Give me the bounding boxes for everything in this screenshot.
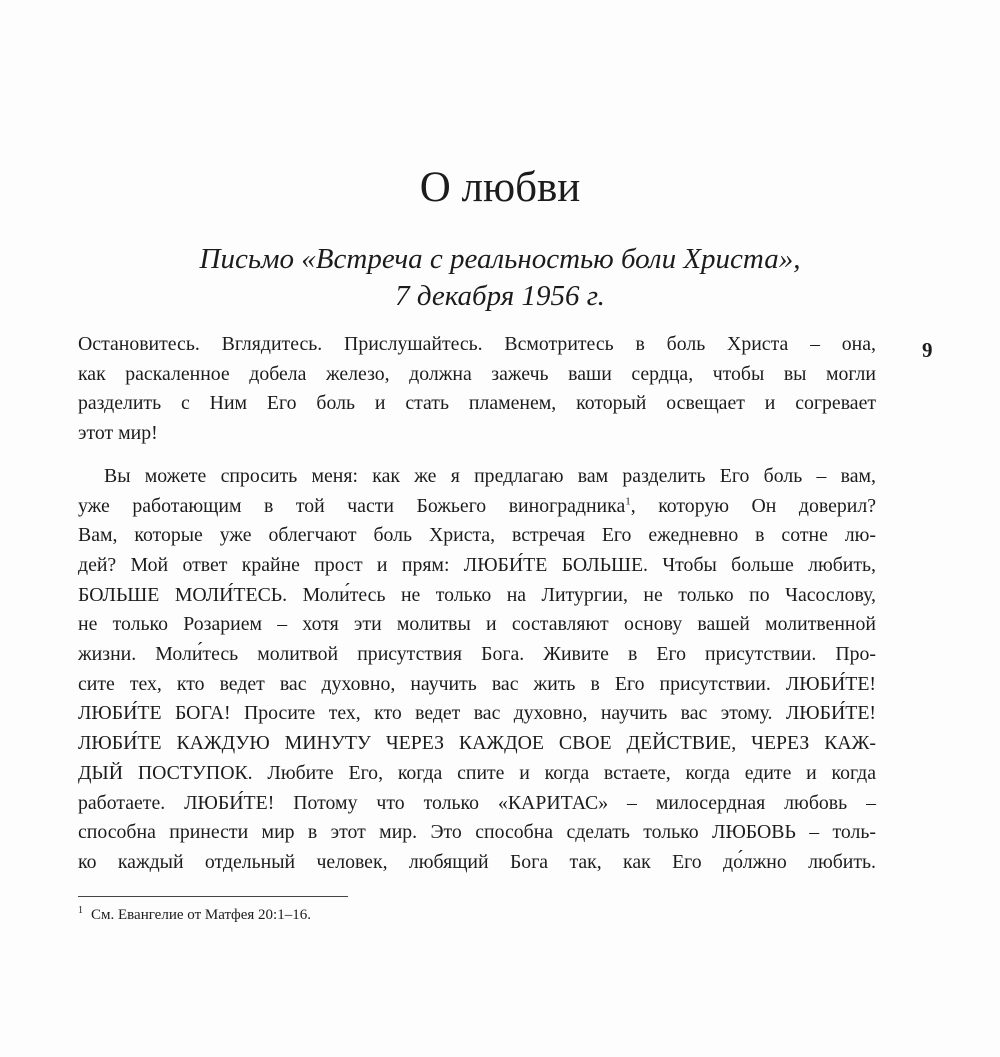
text-line: этот мир! [78,422,158,445]
text-line: дей? Мой ответ крайне прост и прям: ЛЮБИ́ТЕ БОЛЬШЕ. Чтобы больше любить, [78,553,876,576]
subtitle-line: 7 декабря 1956 г. [395,280,605,312]
text-line: не только Розарием – хотя эти молитвы и составляют основу вашей молитвенной [78,613,876,636]
footnote [78,905,311,925]
text-line: ко каждый отдельный человек, любящий Бога так, как Его до́лжно любить. [78,850,876,873]
subtitle-line: Письмо «Встреча с реальностью боли Христа», [199,243,801,275]
text-line: Вы можете спросить меня: как же я предлагаю вам разделить Его боль – вам, [104,464,876,487]
text-line: Вам, которые уже облегчают боль Христа, встречая Его ежедневно в сотне лю- [78,524,876,547]
text-line: как раскаленное добела железо, должна зажечь ваши сердца, чтобы вы могли [78,362,876,385]
text-line: способна принести мир в этот мир. Это способна сделать только ЛЮБОВЬ – толь- [78,821,876,844]
footnote-divider [78,896,348,897]
text-line: работаете. ЛЮБИ́ТЕ! Потому что только «КАРИТАС» – милосердная любовь – [78,791,876,814]
text-line: Остановитесь. Вглядитесь. Прислушайтесь. Всмотритесь в боль Христа – она, [78,333,876,355]
paragraph [78,462,876,878]
text-fragment: уже работающим в той части Божьего виноградника [78,494,626,517]
text-line: ДЫЙ ПОСТУПОК. Любите Его, когда спите и когда встаете, когда едите и когда [78,761,876,784]
text-line: разделить с Ним Его боль и стать пламенем, который освещает и согревает [78,392,876,415]
text-line: ЛЮБИ́ТЕ КАЖДУЮ МИНУТУ ЧЕРЕЗ КАЖДОЕ СВОЕ ДЕЙСТВИЕ, ЧЕРЕЗ КАЖ- [78,732,876,755]
text-fragment: , которую Он доверил? [630,494,876,517]
footnote-reference[interactable]: 1 [625,494,631,507]
text-line: сите тех, кто ведет вас духовно, научить вас жить в Его присутствии. ЛЮБИ́ТЕ! [78,672,876,695]
chapter-title: О любви [419,164,581,211]
text-line: жизни. Моли́тесь молитвой присутствия Бога. Живите в Его присутствии. Про- [78,643,876,666]
text-line: БОЛЬШЕ МОЛИ́ТЕСЬ. Моли́тесь не только на Литургии, не только по Часослову, [78,583,876,606]
paragraph [78,330,876,449]
footnote-mark: 1 [78,905,83,916]
text-line-with-footnote [78,492,876,522]
chapter-subtitle [140,241,860,315]
footnote-text: См. Евангелие от Матфея 20:1–16. [91,907,311,923]
page-number: 9 [922,338,933,362]
body-text [78,330,876,878]
text-line: ЛЮБИ́ТЕ БОГА! Просите тех, кто ведет вас духовно, научить вас этому. ЛЮБИ́ТЕ! [78,702,876,725]
